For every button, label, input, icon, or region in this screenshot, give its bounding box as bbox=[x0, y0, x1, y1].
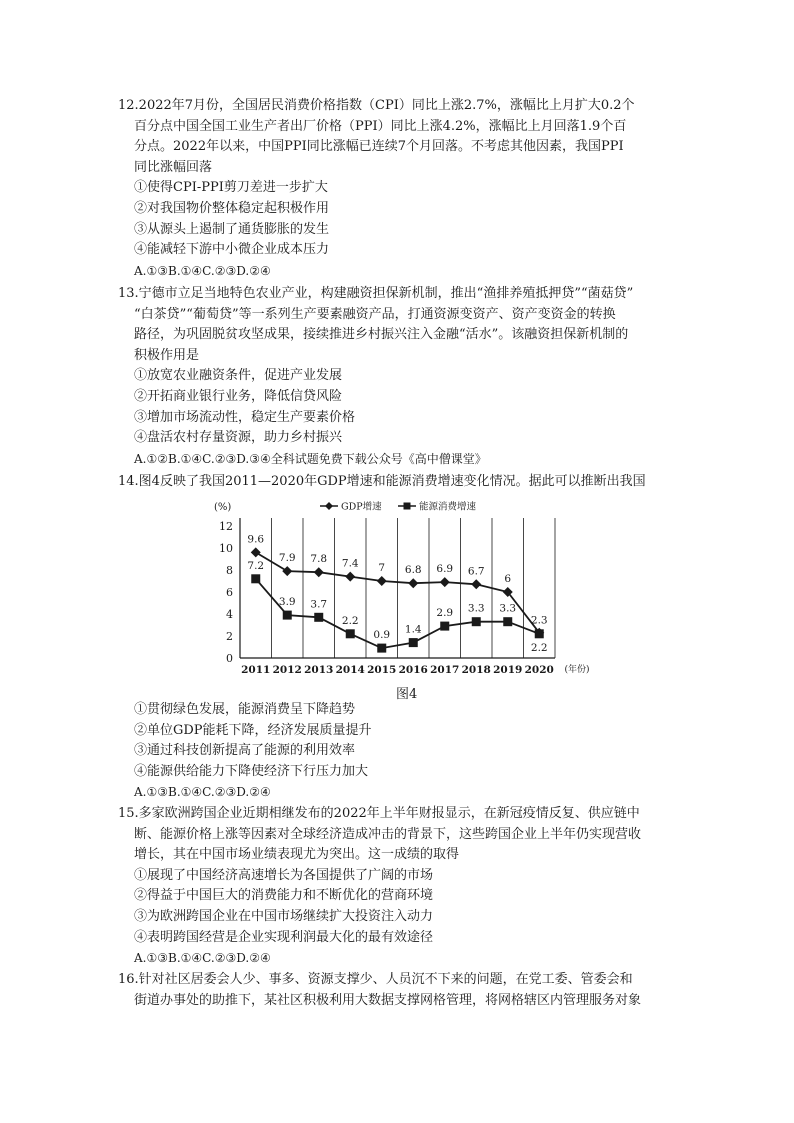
q15-option-4: ④表明跨国经营是企业实现利润最大化的最有效途径 bbox=[134, 929, 434, 945]
energy-point bbox=[409, 638, 418, 647]
gdp-data-label: 7.4 bbox=[341, 557, 359, 570]
q14-option-4: ④能源供给能力下降使经济下行压力加大 bbox=[134, 763, 369, 779]
q15-option-1: ①展现了中国经济高速增长为各国提供了广阔的市场 bbox=[134, 867, 434, 883]
q16-line-2: 街道办事处的助推下，某社区积极利用大数据支撑网格管理，将网格辖区内管理服务对象 bbox=[134, 992, 642, 1008]
q12-line-1: 12.2022年7月份，全国居民消费价格指数（CPI）同比上涨2.7%，涨幅比上月扩大0.2个 bbox=[118, 98, 635, 113]
gdp-data-label: 7 bbox=[378, 562, 386, 574]
q13-option-2: ②开拓商业银行业务，降低信贷风险 bbox=[134, 388, 343, 404]
q14-option-1: ①贯彻绿色发展，能源消费呈下降趋势 bbox=[134, 702, 356, 717]
y-tick-label: 0 bbox=[226, 652, 233, 665]
energy-point bbox=[503, 617, 512, 626]
energy-point bbox=[283, 611, 292, 620]
x-tick-label: 2012 bbox=[272, 664, 302, 676]
x-tick-label: 2020 bbox=[524, 664, 554, 676]
gdp-data-label: 6.9 bbox=[436, 563, 454, 576]
q14-line-1: 14.图4反映了我国2011—2020年GDP增速和能源消费增速变化情况。据此可以推断出我国 bbox=[118, 474, 646, 489]
gdp-point bbox=[251, 547, 261, 557]
q16-line-1: 16.针对社区居委会人少、事多、资源支撑少、人员沉不下来的问题，在党工委、管委会和 bbox=[118, 972, 633, 987]
q14-option-3: ③通过科技创新提高了能源的利用效率 bbox=[134, 743, 356, 759]
figure-caption: 图4 bbox=[396, 687, 418, 702]
question-13 bbox=[118, 284, 678, 469]
x-tick-label: 2017 bbox=[430, 664, 460, 676]
x-tick-label: 2018 bbox=[461, 664, 491, 676]
q13-option-4: ④盘活农村存量资源，助力乡村振兴 bbox=[134, 430, 343, 446]
q15-line-3: 增长，其在中国市场业绩表现尤为突出。这一成绩的取得 bbox=[134, 847, 460, 863]
legend-diamond-marker bbox=[325, 502, 333, 510]
energy-data-label: 2.2 bbox=[341, 614, 359, 627]
growth-line-chart bbox=[200, 496, 660, 676]
y-tick-label: 4 bbox=[226, 608, 233, 621]
energy-data-label: 3.7 bbox=[310, 598, 328, 611]
energy-point bbox=[346, 629, 355, 638]
y-tick-label: 6 bbox=[226, 586, 233, 599]
q15-line-1: 15.多家欧洲跨国企业近期相继发布的2022年上半年财报显示，在新冠疫情反复、供应链中 bbox=[118, 806, 640, 821]
gdp-point bbox=[314, 567, 324, 577]
legend-square-marker bbox=[404, 503, 411, 510]
gdp-point bbox=[471, 579, 481, 589]
gdp-data-label: 2.3 bbox=[530, 614, 548, 627]
gdp-data-label: 9.6 bbox=[247, 533, 265, 546]
y-tick-label: 10 bbox=[219, 542, 233, 555]
q13-option-1: ①放宽农业融资条件，促进产业发展 bbox=[134, 368, 343, 384]
question-14-options bbox=[118, 700, 678, 803]
gdp-data-label: 7.9 bbox=[278, 552, 296, 565]
gdp-point bbox=[345, 572, 355, 582]
x-tick-label: 2019 bbox=[493, 664, 523, 676]
y-axis-label: (%) bbox=[214, 502, 232, 513]
energy-data-label: 0.9 bbox=[373, 629, 391, 642]
energy-data-label: 1.4 bbox=[404, 623, 422, 636]
energy-point bbox=[314, 613, 323, 622]
x-tick-label: 2013 bbox=[304, 664, 334, 676]
q15-option-3: ③为欧洲跨国企业在中国市场继续扩大投资注入动力 bbox=[134, 908, 434, 924]
q15-line-2: 断、能源价格上涨等因素对全球经济造成冲击的背景下，这些跨国企业上半年仍实现营收 bbox=[134, 826, 642, 842]
q15-answers: A.①③B.①④C.②③D.②④ bbox=[134, 951, 271, 966]
energy-point bbox=[535, 629, 544, 638]
gdp-point bbox=[377, 576, 387, 586]
energy-point bbox=[440, 622, 449, 631]
energy-data-label: 2.2 bbox=[530, 641, 548, 654]
x-tick-label: 2016 bbox=[398, 664, 428, 676]
x-tick-label: 2014 bbox=[335, 664, 365, 676]
energy-data-label: 3.3 bbox=[499, 602, 517, 615]
question-16 bbox=[118, 970, 678, 1011]
q13-option-3: ③增加市场流动性，稳定生产要素价格 bbox=[134, 409, 356, 425]
q12-line-3: 分点。2022年以来，中国PPI同比涨幅已连续7个月回落。不考虑其他因素，我国PPI bbox=[134, 139, 624, 155]
energy-data-label: 2.9 bbox=[436, 607, 454, 620]
q12-option-4: ④能减轻下游中小微企业成本压力 bbox=[134, 242, 330, 258]
gdp-data-label: 7.8 bbox=[310, 553, 328, 566]
q12-option-2: ②对我国物价整体稳定起积极作用 bbox=[134, 200, 330, 216]
gdp-point bbox=[408, 578, 418, 588]
x-axis-label: (年份) bbox=[564, 665, 590, 675]
x-tick-label: 2011 bbox=[241, 664, 271, 676]
q12-option-1: ①使得CPI-PPI剪刀差进一步扩大 bbox=[134, 180, 328, 196]
gdp-point bbox=[440, 577, 450, 587]
q13-line-4: 积极作用是 bbox=[134, 347, 200, 363]
energy-point bbox=[251, 574, 260, 583]
legend-label-1: 能源消费增速 bbox=[419, 501, 477, 513]
energy-point bbox=[472, 617, 481, 626]
energy-point bbox=[377, 644, 386, 653]
q12-answers: A.①③B.①④C.②③D.②④ bbox=[134, 263, 271, 278]
q13-line-2: “白茶贷”“葡萄贷”等一系列生产要素融资产品，打通资源变资产、资产变资金的转换 bbox=[134, 306, 616, 322]
q12-option-3: ③从源头上遏制了通货膨胀的发生 bbox=[134, 221, 330, 237]
energy-data-label: 3.3 bbox=[467, 602, 485, 615]
energy-data-label: 7.2 bbox=[247, 559, 265, 572]
legend-label-0: GDP增速 bbox=[341, 501, 382, 513]
q13-answers: A.①②B.①④C.②③D.③④全科试题免费下载公众号《高中僧课堂》 bbox=[134, 451, 487, 466]
q13-line-1: 13.宁德市立足当地特色农业产业，构建融资担保新机制，推出“渔排养殖抵押贷”“菌菇贷” bbox=[118, 286, 634, 301]
q14-answers: A.①③B.①④C.②③D.②④ bbox=[134, 785, 271, 800]
gdp-data-label: 6.7 bbox=[467, 565, 485, 578]
energy-data-label: 3.9 bbox=[278, 596, 296, 609]
question-12 bbox=[118, 96, 678, 281]
q12-line-4: 同比涨幅回落 bbox=[134, 159, 213, 175]
q13-line-3: 路径，为巩固脱贫攻坚成果，接续推进乡村振兴注入金融“活水”。该融资担保新机制的 bbox=[134, 327, 629, 343]
y-tick-label: 8 bbox=[226, 564, 233, 577]
gdp-point bbox=[282, 566, 292, 576]
q12-line-2: 百分点中国全国工业生产者出厂价格（PPI）同比上涨4.2%，涨幅比上月回落1.9个百 bbox=[134, 118, 627, 134]
q15-option-2: ②得益于中国巨大的消费能力和不断优化的营商环境 bbox=[134, 888, 434, 904]
question-15 bbox=[118, 804, 678, 969]
q14-option-2: ②单位GDP能耗下降，经济发展质量提升 bbox=[134, 722, 372, 738]
y-tick-label: 2 bbox=[226, 630, 233, 643]
y-tick-label: 12 bbox=[219, 520, 233, 533]
gdp-data-label: 6 bbox=[504, 573, 512, 585]
question-14 bbox=[118, 472, 678, 493]
x-tick-label: 2015 bbox=[367, 664, 397, 676]
chart-legend bbox=[320, 501, 477, 513]
gdp-data-label: 6.8 bbox=[404, 564, 422, 577]
